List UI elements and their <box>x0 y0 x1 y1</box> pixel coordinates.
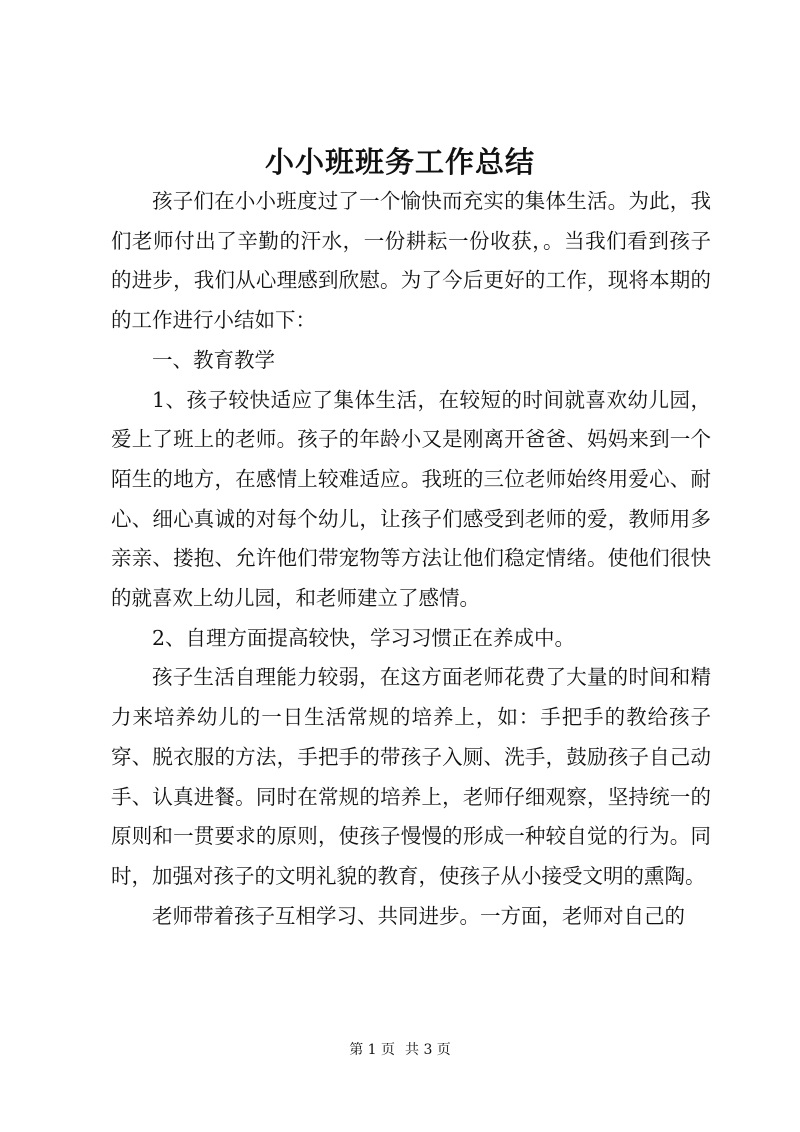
paragraph-intro: 孩子们在小小班度过了一个愉快而充实的集体生活。为此，我们老师付出了辛勤的汗水，一份耕耘一份收获，。当我们看到孩子的进步，我们从心理感到欣慰。为了今后更好的工作，现将本期的的工作进行小结如下： <box>111 189 711 333</box>
paragraph-teacher-learning: 老师带着孩子互相学习、共同进步。一方面，老师对自己的 <box>152 903 685 928</box>
paragraph-item-1: 1、孩子较快适应了集体生活，在较短的时间就喜欢幼儿园，爱上了班上的老师。孩子的年龄小又是刚离开爸爸、妈妈来到一个陌生的地方，在感情上较难适应。我班的三位老师始终用爱心、耐心、细心真诚的对每个幼儿，让孩子们感受到老师的爱，教师用多亲亲、搂抱、允许他们带宠物等方法让他们稳定情绪。使他们很快的就喜欢上幼儿园，和老师建立了感情。 <box>111 387 711 611</box>
document-body <box>111 182 711 936</box>
page-number: 第 1 页 <box>349 1042 395 1058</box>
page-total: 共 3 页 <box>405 1042 451 1058</box>
paragraph-self-care: 孩子生活自理能力较弱，在这方面老师花费了大量的时间和精力来培养幼儿的一日生活常规的培养上，如：手把手的教给孩子穿、脱衣服的方法，手把手的带孩子入厕、洗手，鼓励孩子自己动手、认真进餐。同时在常规的培养上，老师仔细观察，坚持统一的原则和一贯要求的原则，使孩子慢慢的形成一种较自觉的行为。同时，加强对孩子的文明礼貌的教育，使孩子从小接受文明的熏陶。 <box>111 665 711 888</box>
document-title: 小小班班务工作总结 <box>264 145 535 179</box>
paragraph-item-2-heading: 2、自理方面提高较快，学习习惯正在养成中。 <box>152 625 576 650</box>
section-heading-education: 一、教育教学 <box>152 347 275 372</box>
page-footer <box>0 1040 800 1060</box>
